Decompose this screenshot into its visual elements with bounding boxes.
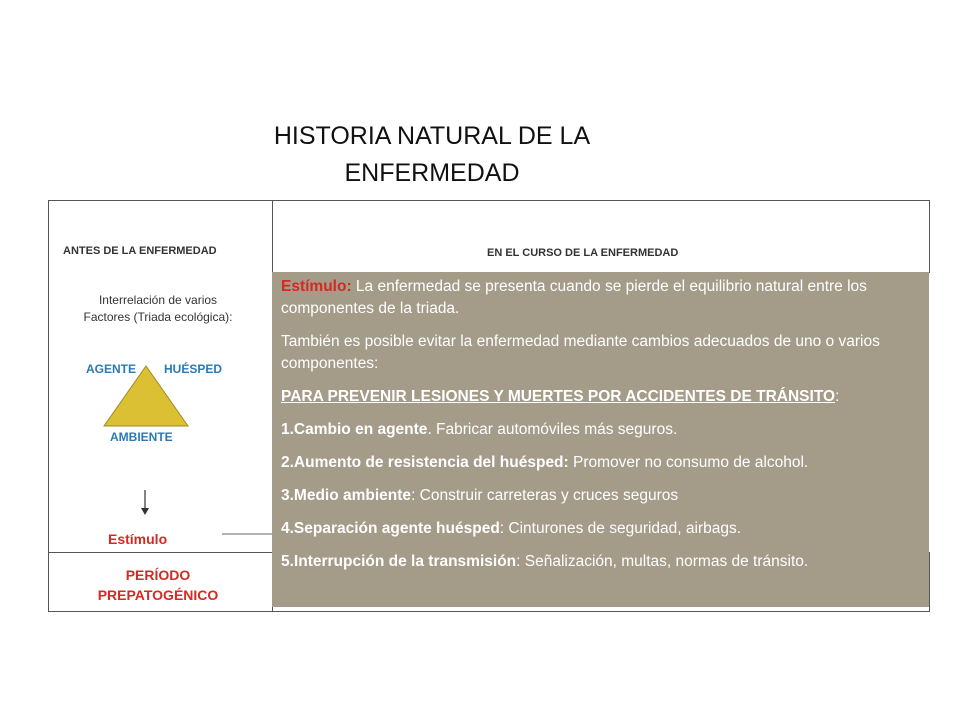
panel-stimulus-text: La enfermedad se presenta cuando se pierde el equilibrio natural entre los componentes de la triada. <box>281 278 867 317</box>
panel-item-bold: 1.Cambio en agente <box>281 421 428 438</box>
diagram-title <box>262 118 602 192</box>
panel-paragraph-stimulus <box>281 276 919 320</box>
panel-item-bold: 2.Aumento de resistencia del huésped: <box>281 454 569 471</box>
title-line-1: HISTORIA NATURAL DE LA <box>273 122 591 150</box>
triad-intro-text <box>52 292 264 326</box>
panel-item-bold: 5.Interrupción de la transmisión <box>281 553 517 570</box>
panel-item-text: Promover no consumo de alcohol. <box>568 454 809 471</box>
panel-item-text: : Cinturones de seguridad, airbags. <box>499 520 742 537</box>
period-line-1: PERÍODO <box>125 567 191 583</box>
title-line-2: ENFERMEDAD <box>344 159 520 187</box>
panel-stimulus-lead: Estímulo: <box>281 278 352 295</box>
panel-prevent-heading: PARA PREVENIR LESIONES Y MUERTES POR ACCIDENTES DE TRÁNSITO <box>281 388 836 405</box>
stimulus-label: Estímulo <box>108 531 168 547</box>
triad-intro-line-2: Factores (Triada ecológica): <box>83 310 233 324</box>
panel-paragraph-prevent <box>281 386 919 408</box>
triad-intro-line-1: Interrelación de varios <box>98 293 218 307</box>
prevention-info-panel <box>272 272 929 607</box>
prepathogenic-period-label <box>58 565 258 605</box>
period-line-2: PREPATOGÉNICO <box>97 587 219 603</box>
right-column-header-box <box>272 200 930 273</box>
panel-item-bold: 3.Medio ambiente <box>281 487 412 504</box>
during-disease-header: EN EL CURSO DE LA ENFERMEDAD <box>487 247 679 259</box>
before-disease-header: ANTES DE LA ENFERMEDAD <box>63 245 217 257</box>
panel-item-bold: 4.Separación agente huésped <box>281 520 500 537</box>
panel-item-1 <box>281 419 919 441</box>
stimulus-connector-line <box>222 532 274 536</box>
triad-host-label: HUÉSPED <box>164 362 223 376</box>
triad-environment-label: AMBIENTE <box>110 430 173 444</box>
panel-item-3 <box>281 485 919 507</box>
down-arrow-icon <box>139 490 151 516</box>
panel-paragraph-avoid: También es posible evitar la enfermedad mediante cambios adecuados de uno o varios componentes: <box>281 333 880 372</box>
panel-item-2 <box>281 452 919 474</box>
panel-item-text: . Fabricar automóviles más seguros. <box>427 421 678 438</box>
panel-item-5 <box>281 551 919 573</box>
panel-item-text: : Señalización, multas, normas de tránsito. <box>516 553 809 570</box>
panel-item-text: : Construir carreteras y cruces seguros <box>411 487 679 504</box>
panel-item-4 <box>281 518 919 540</box>
triad-agent-label: AGENTE <box>86 362 137 376</box>
panel-prevent-colon: : <box>835 388 840 405</box>
